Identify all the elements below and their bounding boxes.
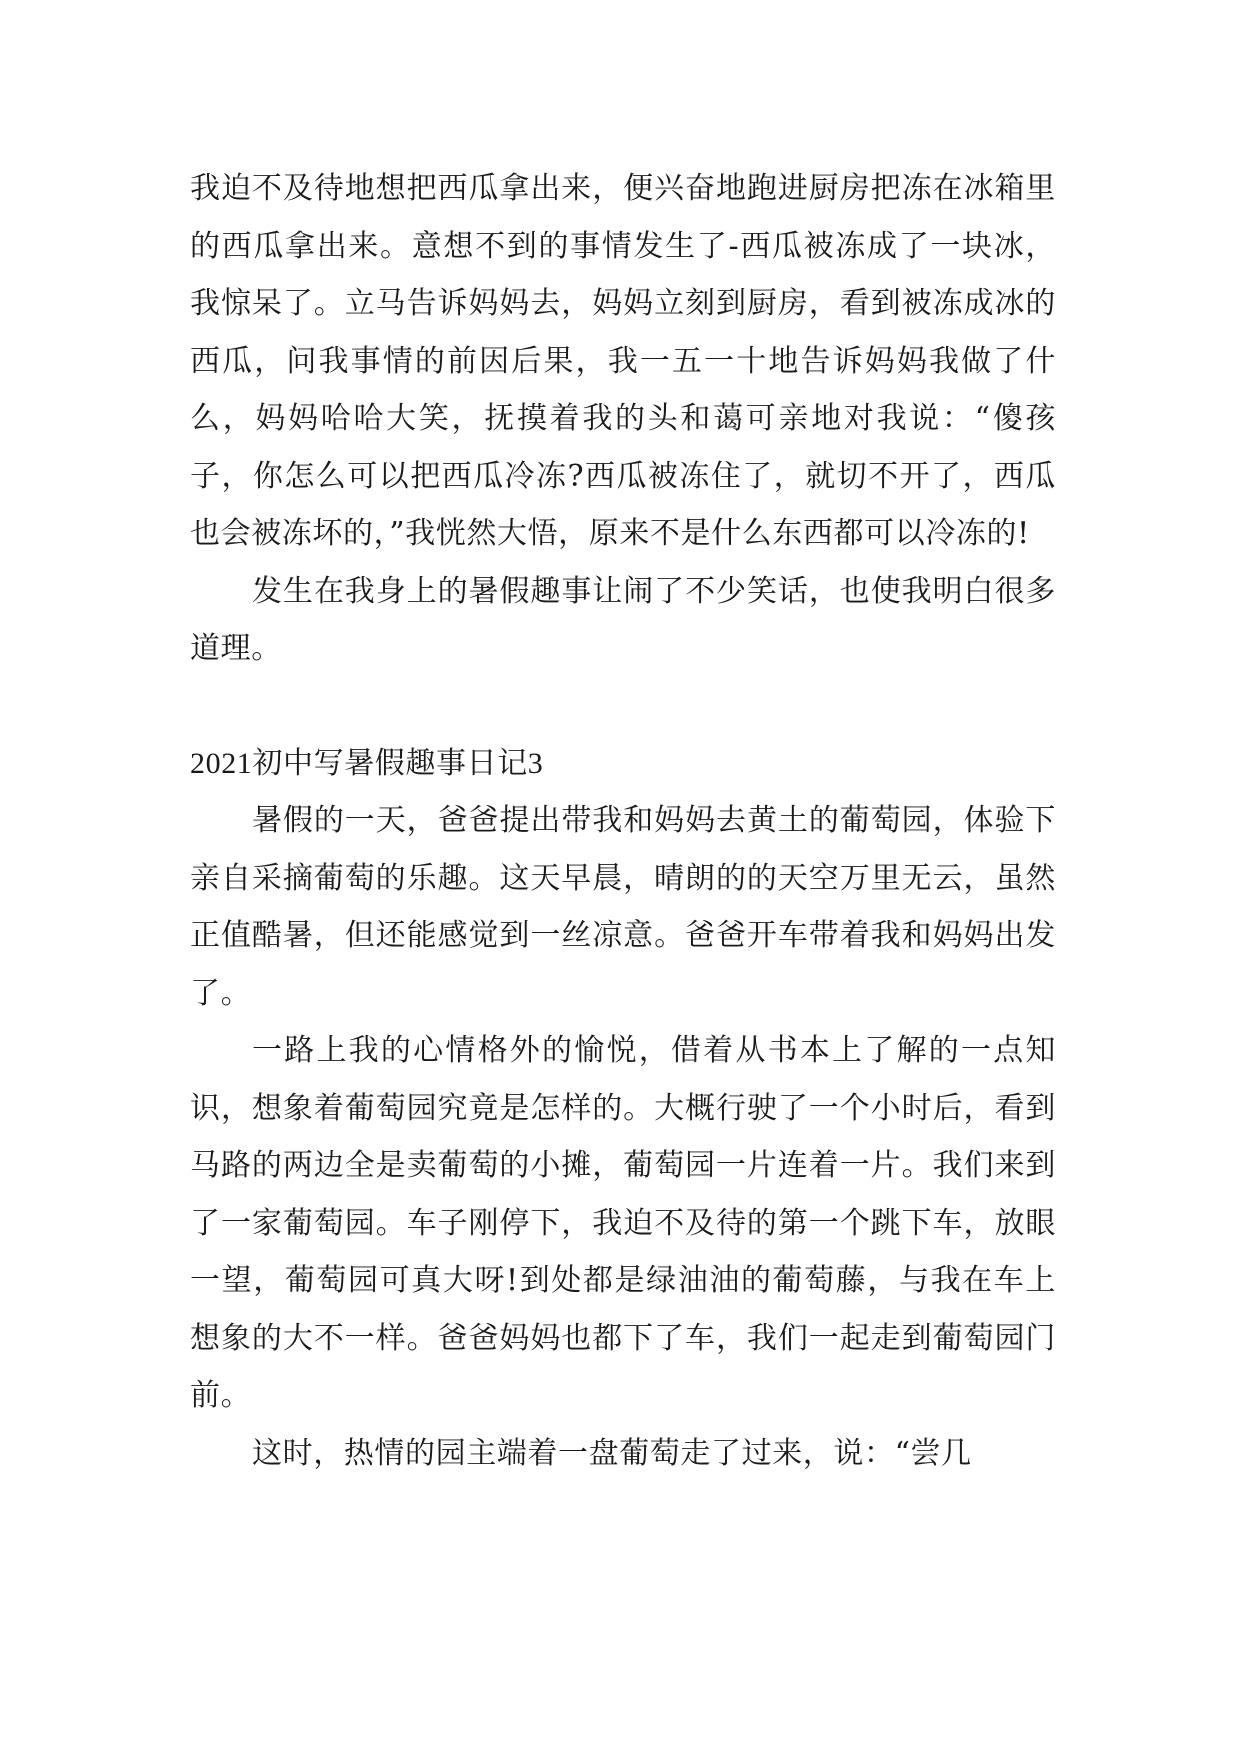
paragraph-vineyard-owner: 这时，热情的园主端着一盘葡萄走了过来，说：“尝几 [252, 1435, 972, 1471]
paragraph-vineyard-journey: 一路上我的心情格外的愉悦，借着从书本上了解的一点知识，想象着葡萄园究竟是怎样的。大概行驶了一个小时后，看到马路的两边全是卖葡萄的小摊，葡萄园一片连着一片。我们来到了一家葡萄园。车子刚停下，我迫不及待的第一个跳下车，放眼一望，葡萄园可真大呀!到处都是绿油油的葡萄藤，与我在车上想象的大不一样。爸爸妈妈也都下了车，我们一起走到葡萄园门前。 [190, 1033, 1056, 1413]
paragraph-summary: 发生在我身上的暑假趣事让闹了不少笑话，也使我明白很多道理。 [190, 573, 1056, 666]
section-spacer [190, 678, 1056, 735]
document-body [190, 160, 1056, 1482]
paragraph-vineyard-intro: 暑假的一天，爸爸提出带我和妈妈去黄土的葡萄园，体验下亲自采摘葡萄的乐趣。这天早晨，晴朗的的天空万里无云，虽然正值酷暑，但还能感觉到一丝凉意。爸爸开车带着我和妈妈出发了。 [190, 803, 1056, 1011]
section-heading: 2021初中写暑假趣事日记3 [190, 746, 544, 780]
paragraph-watermelon-story: 我迫不及待地想把西瓜拿出来，便兴奋地跑进厨房把冻在冰箱里的西瓜拿出来。意想不到的事情发生了-西瓜被冻成了一块冰，我惊呆了。立马告诉妈妈去，妈妈立刻到厨房，看到被冻成冰的西瓜，问我事情的前因后果，我一五一十地告诉妈妈我做了什么，妈妈哈哈大笑，抚摸着我的头和蔼可亲地对我说：“傻孩子，你怎么可以把西瓜冷冻?西瓜被冻住了，就切不开了，西瓜也会被冻坏的，”我恍然大悟，原来不是什么东西都可以冷冻的! [190, 171, 1056, 551]
